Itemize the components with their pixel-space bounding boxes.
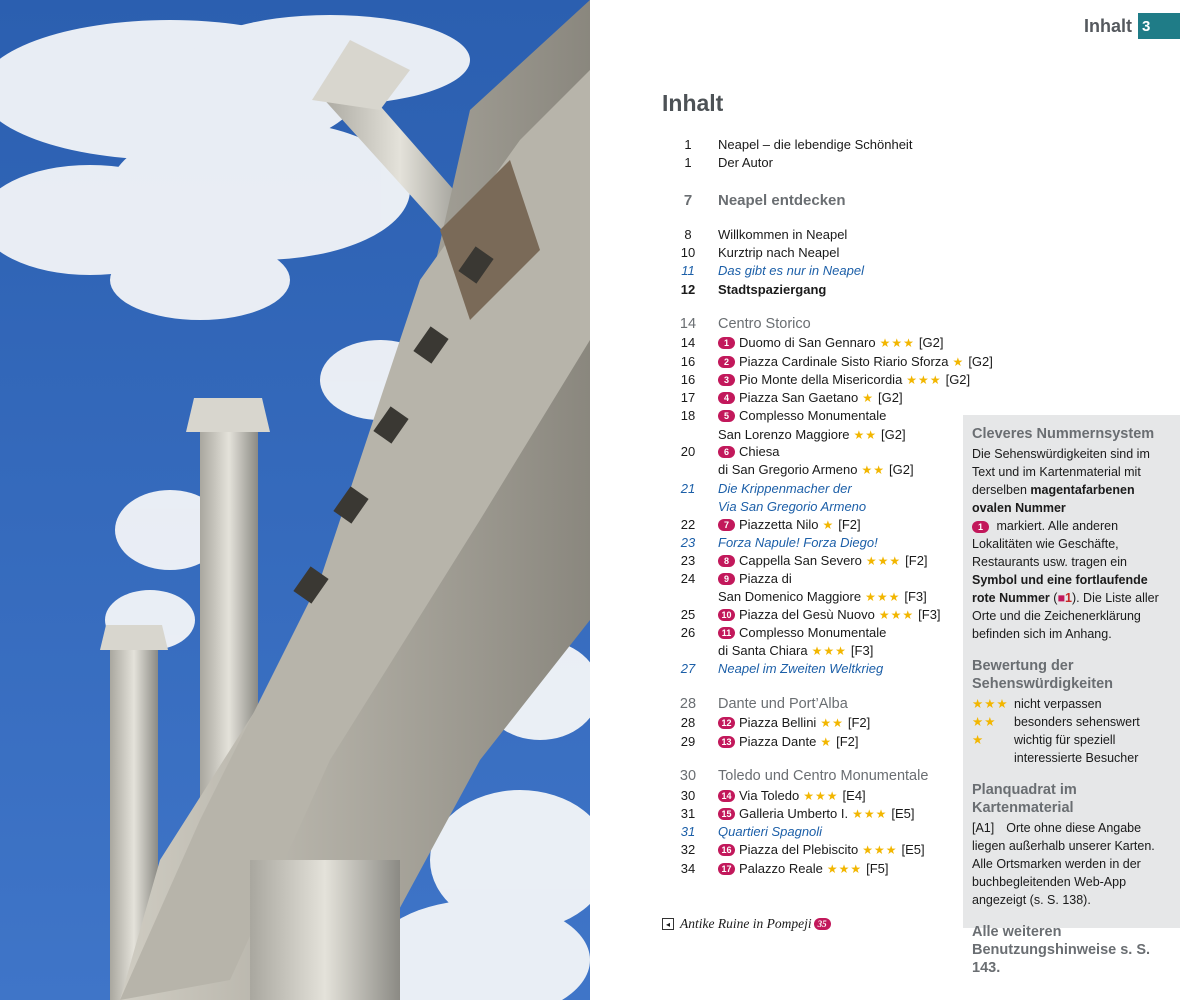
map-grid-reference: [F3] <box>918 607 941 622</box>
toc-entry[interactable] <box>670 427 906 442</box>
toc-entry-title: Neapel entdecken <box>718 192 846 209</box>
toc-page-number: 16 <box>680 354 696 369</box>
toc-entry-body <box>706 861 889 876</box>
sight-number-badge: 8 <box>718 555 735 567</box>
toc-entry[interactable] <box>670 462 914 477</box>
toc-page-number: 14 <box>679 316 697 332</box>
toc-entry[interactable] <box>670 607 941 622</box>
toc-entry[interactable] <box>670 734 859 749</box>
toc-page-number: 30 <box>679 768 697 784</box>
map-grid-reference: [F2] <box>847 715 871 730</box>
toc-entry-body <box>706 517 861 532</box>
rating-text: wichtig für speziell interessierte Besucher <box>1014 733 1139 765</box>
toc-entry[interactable] <box>670 824 822 839</box>
toc-page-number: 31 <box>680 824 696 839</box>
toc-entry-title: Das gibt es nur in Neapel <box>718 263 864 278</box>
toc-entry-title: Palazzo Reale <box>739 861 823 876</box>
toc-entry-title: Neapel im Zweiten Weltkrieg <box>718 661 884 676</box>
toc-entry-body <box>706 372 970 387</box>
map-grid-reference: [G2] <box>968 354 993 369</box>
toc-entry[interactable] <box>670 625 886 640</box>
sight-number-badge: 1 <box>718 337 735 349</box>
toc-page-number: 29 <box>680 734 696 749</box>
toc-entry[interactable] <box>670 372 970 387</box>
toc-page-number: 24 <box>680 571 696 586</box>
map-grid-reference: [F3] <box>850 643 874 658</box>
star-rating-icon: ★★ <box>853 427 878 442</box>
star-icon: ★ <box>972 733 985 747</box>
toc-entry-body <box>706 661 883 676</box>
toc-entry-body <box>706 806 915 821</box>
toc-page-number: 1 <box>684 155 692 170</box>
toc-entry-body <box>706 715 870 730</box>
sight-number-badge: 9 <box>718 573 735 585</box>
toc-page-number: 10 <box>680 245 696 260</box>
toc-entry-title: Piazza San Gaetano <box>739 390 859 405</box>
toc-entry-title: di Santa Chiara <box>718 643 808 658</box>
grid-text: Orte ohne diese Angabe liegen außerhalb unserer Karten. Alle Ortsmarken werden in der buchbegleitenden Web-App angezeigt (s. S. 138). <box>972 821 1155 907</box>
sight-number-badge: 15 <box>718 808 735 820</box>
toc-page-number: 22 <box>680 517 696 532</box>
star-rating-icon: ★★★ <box>852 806 888 821</box>
toc-entry-body <box>706 643 873 658</box>
toc-entry[interactable] <box>670 589 927 604</box>
lock-icon: ■ <box>1057 591 1065 605</box>
sight-number-badge: 11 <box>718 627 735 639</box>
map-grid-reference: [F2] <box>905 553 928 568</box>
sidebar-title-numbering: Cleveres Nummernsystem <box>972 426 1155 442</box>
page-header <box>1084 14 1180 38</box>
toc-entry-body <box>706 462 914 477</box>
toc-page-number: 34 <box>680 861 696 876</box>
toc-page-number: 28 <box>680 715 696 730</box>
toc-entry[interactable] <box>670 499 866 514</box>
grid-code: [A1] <box>972 821 995 835</box>
toc-page-number: 17 <box>680 390 696 405</box>
toc-entry-title: Der Autor <box>718 155 773 170</box>
toc-entry-body <box>706 390 903 405</box>
toc-entry-title: San Domenico Maggiore <box>718 589 862 604</box>
map-grid-reference: [E5] <box>891 806 915 821</box>
caption-text: Antike Ruine in Pompeji <box>680 916 812 931</box>
toc-entry-body <box>706 354 993 369</box>
sight-number-badge: 13 <box>718 736 735 748</box>
toc-entry[interactable] <box>670 227 847 242</box>
toc-page-number: 23 <box>680 535 696 550</box>
toc-entry[interactable] <box>670 263 864 278</box>
toc-entry-title: Kurztrip nach Neapel <box>718 245 840 260</box>
toc-entry-body <box>706 227 847 242</box>
toc-page-number: 7 <box>683 192 693 209</box>
star-rating-icon: ★ <box>862 390 875 405</box>
toc-entry-title: Dante und Port’Alba <box>718 696 848 712</box>
toc-entry-body <box>706 842 925 857</box>
toc-entry[interactable] <box>670 643 873 658</box>
rating-legend <box>972 695 1172 767</box>
toc-entry-title: Piazza Bellini <box>739 715 817 730</box>
star-rating-icon: ★ <box>952 354 965 369</box>
toc-entry-title: Pio Monte della Misericordia <box>739 372 903 387</box>
rating-row <box>972 731 1172 767</box>
sidebar-title-grid: Planquadrat im Kartenmaterial <box>972 782 1077 816</box>
toc-entry-title: Toledo und Centro Monumentale <box>718 768 929 784</box>
sight-number-badge: 16 <box>718 844 735 856</box>
page-number: 3 <box>1138 13 1180 39</box>
star-icon: ★★★ <box>972 697 1009 711</box>
toc-page-number: 26 <box>680 625 696 640</box>
toc-entry-body <box>706 571 792 586</box>
toc-entry-title: Stadtspaziergang <box>718 282 827 297</box>
map-grid-reference: [F2] <box>836 734 859 749</box>
toc-entry-body <box>706 734 859 749</box>
map-grid-reference: [F3] <box>904 589 927 604</box>
toc-page-number: 25 <box>680 607 696 622</box>
rating-row <box>972 713 1172 731</box>
numbering-text-c: markiert. Alle anderen Lokalitäten wie Geschäfte, Restaurants usw. tragen ein <box>972 519 1127 569</box>
toc-entry[interactable] <box>670 517 861 532</box>
toc-entry[interactable] <box>670 661 883 676</box>
toc-entry-title: Cappella San Severo <box>739 553 862 568</box>
toc-page-number: 18 <box>680 408 696 423</box>
toc-entry-body <box>706 408 886 423</box>
numbering-text-b: magentafarbenen ovalen Nummer <box>972 483 1135 515</box>
toc-entry-title: Piazza Cardinale Sisto Riario Sforza <box>739 354 949 369</box>
toc-entry[interactable] <box>670 192 846 209</box>
sight-number-badge: 6 <box>718 446 735 458</box>
sidebar-title-rating: Bewertung der Sehenswürdigkeiten <box>972 658 1114 692</box>
toc-entry[interactable] <box>670 842 925 857</box>
toc-entry[interactable] <box>670 861 889 876</box>
toc-entry-title: San Lorenzo Maggiore <box>718 427 850 442</box>
toc-entry[interactable] <box>670 354 993 369</box>
star-rating-icon: ★★★ <box>878 607 915 622</box>
numbering-badge: 1 <box>972 521 989 533</box>
toc-entry[interactable] <box>670 571 792 586</box>
toc-entry[interactable] <box>670 137 912 152</box>
toc-entry-body <box>706 427 906 442</box>
sight-number-badge: 14 <box>718 790 735 802</box>
star-rating-icon: ★★★ <box>803 788 839 803</box>
toc-entry-body <box>706 192 846 209</box>
toc-entry-body <box>706 335 943 350</box>
toc-page-number: 11 <box>681 263 695 278</box>
toc-entry-body <box>706 768 928 784</box>
sight-number-badge: 2 <box>718 356 735 368</box>
rating-text: nicht verpassen <box>1014 697 1102 711</box>
toc-entry[interactable] <box>670 408 886 423</box>
photo-caption <box>662 916 831 932</box>
toc-entry-body <box>706 481 852 496</box>
sight-number-badge: 5 <box>718 410 735 422</box>
page-title: Inhalt <box>662 90 724 116</box>
rating-text: besonders sehenswert <box>1014 715 1140 729</box>
toc-page-number: 16 <box>680 372 696 387</box>
toc-entry-title: Complesso Monumentale <box>739 408 887 423</box>
map-grid-reference: [G2] <box>888 462 914 477</box>
toc-entry[interactable] <box>670 155 773 170</box>
caption-badge: 35 <box>814 918 831 930</box>
toc-entry-title: Chiesa <box>739 444 780 459</box>
map-grid-reference: [G2] <box>918 335 944 350</box>
sight-number-badge: 10 <box>718 609 735 621</box>
toc-entry-body <box>706 316 811 332</box>
toc-page-number: 31 <box>680 806 696 821</box>
toc-entry-title: di San Gregorio Armeno <box>718 462 858 477</box>
toc-entry-title: Duomo di San Gennaro <box>739 335 876 350</box>
toc-entry-body <box>706 625 886 640</box>
toc-entry-body <box>706 245 839 260</box>
toc-entry[interactable] <box>670 806 915 821</box>
toc-entry-title: Piazza del Gesù Nuovo <box>739 607 875 622</box>
sidebar-text-grid <box>972 819 1172 909</box>
toc-entry[interactable] <box>670 316 811 332</box>
toc-page-number: 20 <box>680 444 696 459</box>
toc-entry[interactable] <box>670 553 928 568</box>
sight-number-badge: 12 <box>718 717 735 729</box>
star-rating-icon: ★★★ <box>906 372 942 387</box>
map-grid-reference: [G2] <box>878 390 903 405</box>
map-grid-reference: [G2] <box>881 427 906 442</box>
toc-entry[interactable] <box>670 444 779 459</box>
toc-entry-body <box>706 607 941 622</box>
toc-page-number: 32 <box>680 842 696 857</box>
toc-entry-body <box>706 589 927 604</box>
toc-page-number: 1 <box>684 137 692 152</box>
toc-entry[interactable] <box>670 696 848 712</box>
toc-entry-title: Die Krippenmacher der <box>718 481 852 496</box>
numbering-red-number: 1 <box>1065 591 1072 605</box>
rating-row <box>972 695 1172 713</box>
toc-entry[interactable] <box>670 390 903 405</box>
toc-entry[interactable] <box>670 481 852 496</box>
toc-entry-title: Centro Storico <box>718 316 811 332</box>
map-grid-reference: [E4] <box>842 788 866 803</box>
toc-entry-title: Galleria Umberto I. <box>739 806 849 821</box>
toc-page-number: 21 <box>680 481 696 496</box>
sight-number-badge: 7 <box>718 519 735 531</box>
numbering-text-a: Die Sehenswürdigkeiten sind im Text und im Kartenmaterial mit derselben <box>972 447 1150 497</box>
star-rating-icon: ★★★ <box>862 842 898 857</box>
star-rating-icon: ★★★ <box>811 643 847 658</box>
toc-entry[interactable] <box>670 245 839 260</box>
sidebar-title-more: Alle weiteren Benutzungshinweise s. S. 143. <box>972 924 1151 976</box>
toc-entry-body <box>706 155 773 170</box>
toc-entry-title: Piazza Dante <box>739 734 817 749</box>
toc-entry-body <box>706 788 866 803</box>
toc-entry[interactable] <box>670 715 870 730</box>
arrow-left-icon: ◂ <box>662 918 674 930</box>
toc-page-number: 8 <box>684 227 692 242</box>
toc-entry-title: Via San Gregorio Armeno <box>718 499 867 514</box>
toc-entry-title: Via Toledo <box>739 788 800 803</box>
toc-entry-body <box>706 696 848 712</box>
toc-page-number: 12 <box>680 282 696 297</box>
toc-entry-body <box>706 137 912 152</box>
sidebar-text-numbering: Die Sehenswürdigkeiten sind im Text und im Kartenmaterial mit derselben magentafarbenen ovalen Nummer 1 markiert. Alle anderen Lokalitäten wie Geschäfte, Restaurants usw. tragen ein Symbol und eine fortlaufende rote Nummer (■1). Die Liste aller Orte und die Zeichenerklärung befinden sich im Anhang. <box>972 447 1159 641</box>
toc-page-number: 23 <box>680 553 696 568</box>
map-grid-reference: [E5] <box>901 842 925 857</box>
toc-entry-body <box>706 535 878 550</box>
sight-number-badge: 4 <box>718 392 735 404</box>
toc-entry-body <box>706 263 864 278</box>
star-rating-icon: ★★★ <box>879 335 915 350</box>
toc-entry-body <box>706 444 779 459</box>
toc-entry-body <box>706 824 822 839</box>
star-rating-icon: ★ <box>822 517 835 532</box>
sight-number-badge: 17 <box>718 863 735 875</box>
toc-entry-body <box>706 553 928 568</box>
numbering-text-f: ). Die Liste aller Orte und die Zeichenerklärung befinden sich im Anhang. <box>972 591 1159 641</box>
toc-entry-body <box>706 499 866 514</box>
toc-entry-title: Complesso Monumentale <box>739 625 887 640</box>
map-grid-reference: [F2] <box>838 517 861 532</box>
toc-entry[interactable] <box>670 335 943 350</box>
toc-entry-title: Willkommen in Neapel <box>718 227 848 242</box>
sight-number-badge: 3 <box>718 374 735 386</box>
star-rating-icon: ★★ <box>861 462 885 477</box>
toc-entry-title: Piazzetta Nilo <box>739 517 819 532</box>
toc-entry-title: Quartieri Spagnoli <box>718 824 823 839</box>
star-rating-icon: ★★★ <box>865 553 902 568</box>
toc-entry-title: Piazza del Plebiscito <box>739 842 859 857</box>
toc-page-number: 30 <box>680 788 696 803</box>
toc-page-number: 27 <box>680 661 696 676</box>
toc-entry-title: Neapel – die lebendige Schönheit <box>718 137 913 152</box>
header-title: Inhalt <box>1084 15 1132 36</box>
star-rating-icon: ★★ <box>820 715 844 730</box>
info-sidebar <box>963 415 1180 976</box>
toc-entry-title: Forza Napule! Forza Diego! <box>718 535 878 550</box>
toc-page-number: 14 <box>680 335 696 350</box>
map-grid-reference: [F5] <box>866 861 889 876</box>
toc-entry-title: Piazza di <box>739 571 792 586</box>
toc-page-number: 28 <box>679 696 697 712</box>
map-grid-reference: [G2] <box>945 372 971 387</box>
toc-entry[interactable] <box>670 282 826 297</box>
toc-entry-body <box>706 282 826 297</box>
toc-entry[interactable] <box>670 768 928 784</box>
toc-entry[interactable] <box>670 535 878 550</box>
star-icon: ★★ <box>972 715 997 729</box>
toc-entry[interactable] <box>670 788 866 803</box>
star-rating-icon: ★ <box>820 734 833 749</box>
numbering-text-d: Symbol und eine fortlaufende rote Nummer <box>972 573 1148 605</box>
star-rating-icon: ★★★ <box>865 589 901 604</box>
star-rating-icon: ★★★ <box>826 861 863 876</box>
